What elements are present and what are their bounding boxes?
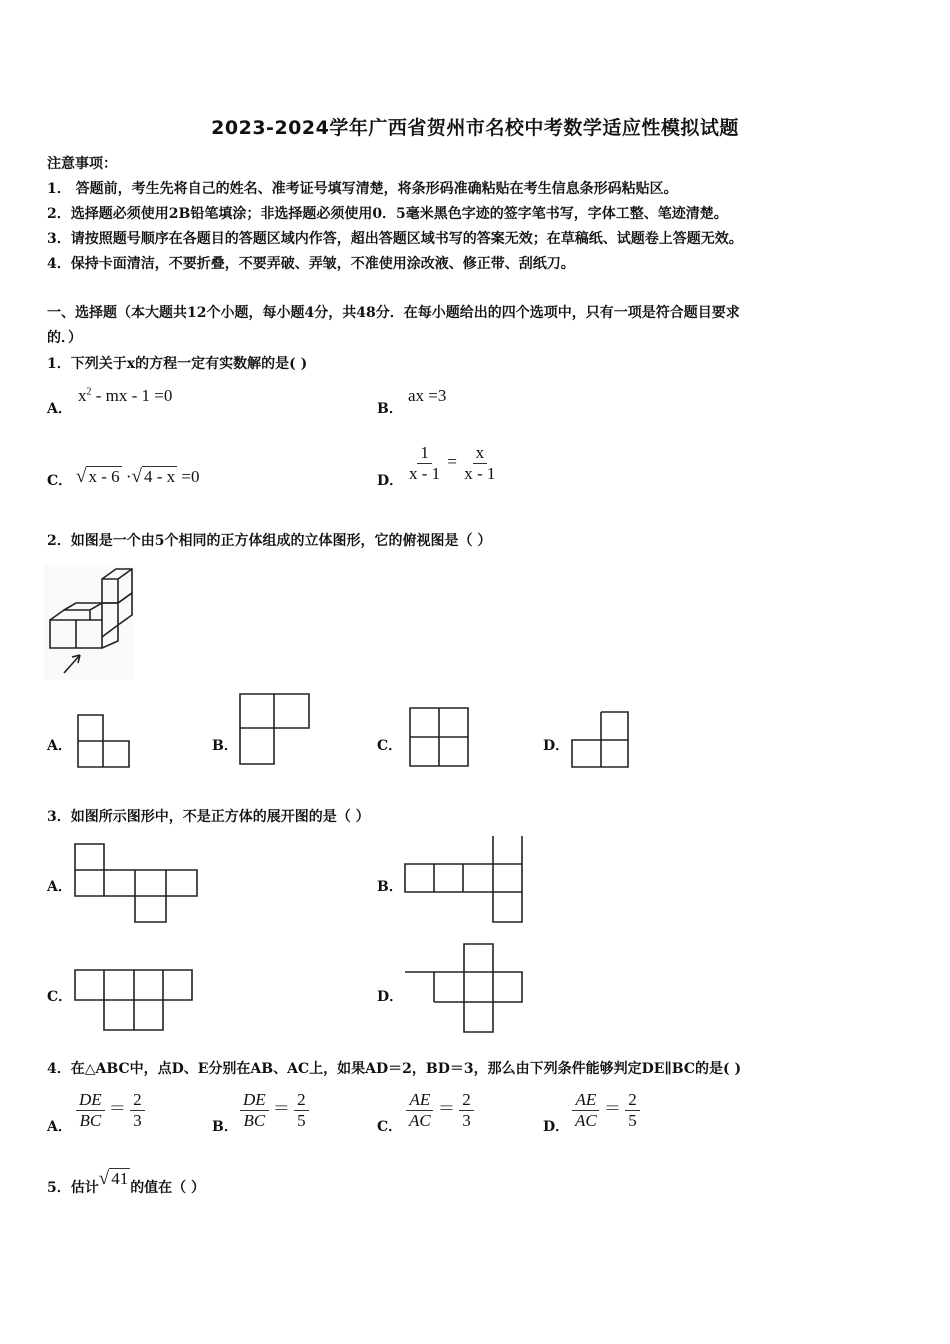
equals-sign: ＝ [108, 1098, 126, 1118]
q1-option-d-formula [406, 443, 498, 483]
q1-option-a-formula [78, 386, 172, 406]
q1-option-b-formula: ax =3 [408, 386, 447, 405]
numerator: AE [572, 1090, 599, 1111]
denominator: x - 1 [409, 463, 441, 483]
q4-option-d-label[interactable]: D． [543, 1119, 570, 1135]
q4-option-b-formula [240, 1090, 309, 1130]
q4-option-c-label[interactable]: C． [377, 1119, 403, 1135]
q3-option-d-label[interactable]: D． [377, 989, 404, 1005]
q4-option-a-formula [76, 1090, 145, 1130]
q1a-rest: - mx - 1 =0 [91, 386, 173, 405]
fraction [406, 1090, 434, 1130]
q3-option-a-label[interactable]: A． [47, 879, 72, 895]
top-view-grid [572, 712, 628, 767]
section-heading-cont: 的．） [47, 330, 82, 346]
denominator: BC [243, 1110, 266, 1130]
fraction [76, 1090, 105, 1130]
numerator: x [473, 443, 488, 464]
q2-option-a-label[interactable]: A． [47, 738, 72, 754]
notice-heading: 注意事项： [47, 156, 117, 172]
notice-item: 3．请按照题号顺序在各题目的答题区域内作答，超出答题区域书写的答案无效；在草稿纸、试题卷上答题无效。 [47, 231, 743, 247]
q2-option-b-figure[interactable] [238, 692, 312, 766]
top-view-grid [240, 694, 309, 764]
cube-net [405, 836, 522, 922]
q4-option-a-label[interactable]: A． [47, 1119, 72, 1135]
notice-item: 4．保持卡面清洁，不要折叠，不要弄破、弄皱，不准使用涂改液、修正带、刮纸刀。 [47, 256, 575, 272]
fraction [406, 443, 443, 483]
numerator: 2 [130, 1090, 145, 1111]
fraction [240, 1090, 269, 1130]
denominator: 5 [297, 1110, 306, 1130]
numerator: AE [406, 1090, 433, 1111]
q3-option-d-net[interactable] [402, 942, 528, 1036]
q5-prefix: 5．估计 [47, 1180, 99, 1196]
equals-sign: ＝ [272, 1098, 290, 1118]
numerator: 2 [294, 1090, 309, 1111]
q1c-eq: =0 [177, 467, 200, 486]
fraction [572, 1090, 600, 1130]
q3-option-b-net[interactable] [402, 834, 528, 926]
q1-option-d-label[interactable]: D． [377, 473, 404, 489]
sqrt-icon: √ [131, 466, 142, 487]
q2-option-d-figure[interactable] [570, 710, 630, 770]
q1a-var: x [78, 386, 87, 405]
top-view-grid [78, 715, 129, 767]
cube-net [75, 970, 192, 1030]
question-3-stem: 3．如图所示图形中，不是正方体的展开图的是（ ） [47, 809, 370, 825]
denominator: AC [409, 1110, 431, 1130]
fraction [625, 1090, 640, 1130]
q1-option-c-label[interactable]: C． [47, 473, 73, 489]
fraction [130, 1090, 145, 1130]
denominator: 3 [462, 1110, 471, 1130]
q2-option-c-figure[interactable] [407, 705, 471, 769]
sqrt-icon: √ [76, 466, 87, 487]
section-heading: 一、选择题（本大题共12个小题，每小题4分，共48分．在每小题给出的四个选项中，只有一项是符合题目要求 [47, 305, 740, 321]
question-2-stem: 2．如图是一个由5个相同的正方体组成的立体图形，它的俯视图是（ ） [47, 533, 492, 549]
numerator: 1 [417, 443, 432, 464]
top-view-grid [410, 708, 468, 766]
page-title: 2023-2024学年广西省贺州市名校中考数学适应性模拟试题 [211, 117, 739, 139]
q2-option-c-label[interactable]: C． [377, 738, 403, 754]
cube-figure-illustration [44, 565, 134, 680]
numerator: DE [76, 1090, 105, 1111]
numerator: DE [240, 1090, 269, 1111]
q3-option-c-label[interactable]: C． [47, 989, 73, 1005]
equals-sign: ＝ [437, 1098, 455, 1118]
denominator: BC [79, 1110, 102, 1130]
denominator: x - 1 [464, 463, 496, 483]
q3-option-c-net[interactable] [72, 968, 198, 1034]
denominator: AC [575, 1110, 597, 1130]
equals-sign: ＝ [603, 1098, 621, 1118]
question-1-stem: 1．下列关于x的方程一定有实数解的是( ) [47, 356, 308, 372]
q3-option-b-label[interactable]: B． [377, 879, 403, 895]
q2-option-d-label[interactable]: D． [543, 738, 570, 754]
fraction [459, 1090, 474, 1130]
fraction [461, 443, 498, 483]
denominator: 5 [628, 1110, 637, 1130]
fraction [294, 1090, 309, 1130]
q3-option-a-net[interactable] [72, 842, 202, 926]
q4-option-b-label[interactable]: B． [212, 1119, 238, 1135]
question-4-stem: 4．在△ABC中，点D、E分别在AB、AC上，如果AD＝2，BD＝3，那么由下列条件能够判定DE∥BC的是( ) [47, 1061, 742, 1077]
sqrt-icon: √ [98, 1168, 110, 1189]
q1-option-c-formula [76, 466, 199, 488]
q1-option-b-label[interactable]: B． [377, 401, 403, 417]
q1a-exponent: 2 [86, 386, 92, 398]
q2-option-b-label[interactable]: B． [212, 738, 238, 754]
q1c-dot: · [125, 467, 132, 486]
q1c-radicand-1: x - 6 [88, 467, 120, 486]
q4-option-c-formula [406, 1090, 474, 1130]
notice-item: 2．选择题必须使用2B铅笔填涂；非选择题必须使用0．5毫米黑色字迹的签字笔书写，字体工整、笔迹清楚。 [47, 206, 728, 222]
cube-net [75, 844, 197, 922]
equals-sign: = [447, 451, 458, 471]
q1c-radicand-2: 4 - x [143, 467, 176, 486]
cube-net [405, 944, 522, 1032]
notice-item: 1． 答题前，考生先将自己的姓名、准考证号填写清楚，将条形码准确粘贴在考生信息条形码粘贴区。 [47, 181, 678, 197]
numerator: 2 [625, 1090, 640, 1111]
q5-suffix: 的值在（ ） [130, 1180, 206, 1196]
denominator: 3 [133, 1110, 142, 1130]
q4-option-d-formula [572, 1090, 640, 1130]
q5-radicand: 41 [111, 1169, 129, 1188]
question-5-stem [47, 1168, 206, 1198]
q2-option-a-figure[interactable] [75, 713, 131, 769]
q1-option-a-label[interactable]: A． [47, 401, 72, 417]
numerator: 2 [459, 1090, 474, 1111]
